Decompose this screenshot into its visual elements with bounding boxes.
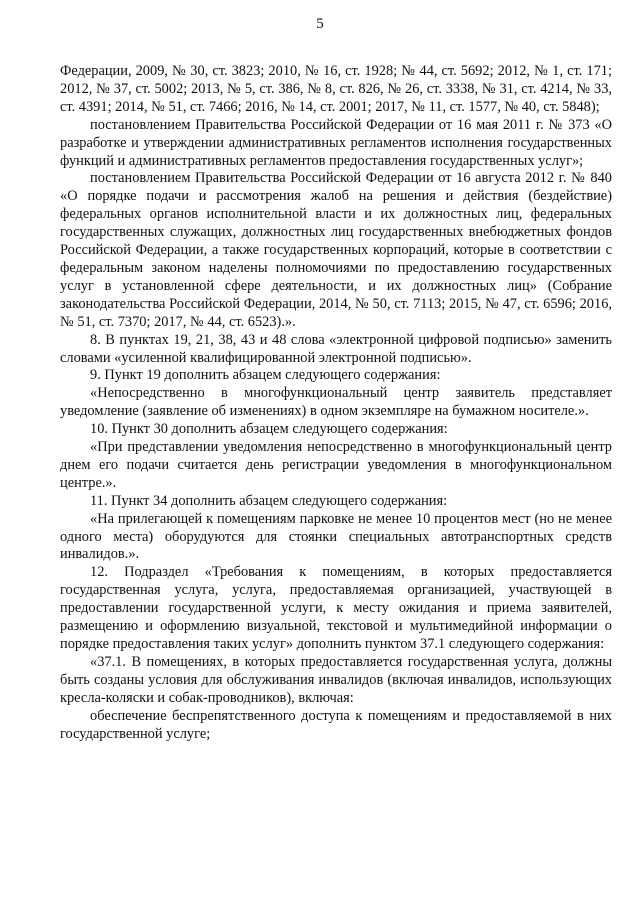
paragraph-continuation: Федерации, 2009, № 30, ст. 3823; 2010, № 16, ст. 1928; № 44, ст. 5692; 2012, № 1, ст. 171; 2012, № 37, ст. 5002; 2013, № 5, ст. 386, № 8, ст. 826, № 26, ст. 3338, № 31, ст. 4214, № 33, ст. 4391; 2014, № 51, ст. 7466; 2016, № 14, ст. 2001; 2017, № 11, ст. 1577, № 40, ст. 5848); xyxy=(60,63,612,115)
paragraph-item-11: 11. Пункт 34 дополнить абзацем следующего содержания: xyxy=(90,492,448,509)
paragraph-item-12: 12. Подраздел «Требования к помещениям, в которых предоставляется государственная услуга, услуга, предоставляемая организацией, участвующей в предоставлении государственной услуги, к месту ожидания и приема заявителей, размещению и оформлению визуальной, текстовой и мультимедийной информации о порядке предоставления таких услуг» дополнить пунктом 37.1 следующего содержания: xyxy=(60,564,612,652)
paragraph-decree-373: постановлением Правительства Российской Федерации от 16 мая 2011 г. № 373 «О разработке и утверждении административных регламентов исполнения государственных функций и административных регламентов предоставления государственных услуг»; xyxy=(60,116,612,169)
document-body xyxy=(60,63,612,743)
paragraph-item-9-quote: «Непосредственно в многофункциональный центр заявитель представляет уведомление (заявление об изменениях) в одном экземпляре на бумажном носителе.». xyxy=(60,385,612,420)
paragraph-item-9: 9. Пункт 19 дополнить абзацем следующего содержания: xyxy=(90,367,441,384)
page-number: 5 xyxy=(316,16,324,32)
paragraph-access-provision: обеспечение беспрепятственного доступа к помещениям и предоставляемой в них государственной услуге; xyxy=(60,707,612,742)
paragraph-item-11-quote: «На прилегающей к помещениям парковке не менее 10 процентов мест (но не менее одного места) оборудуются для стоянки специальных автотранспортных средств инвалидов.». xyxy=(60,510,612,563)
paragraph-decree-840: постановлением Правительства Российской Федерации от 16 августа 2012 г. № 840 «О порядке подачи и рассмотрения жалоб на решения и действия (бездействие) федеральных органов исполнительной власти и их должностных лиц, федеральных государственных служащих, должностных лиц государственных внебюджетных фондов Российской Федерации, а также государственных корпораций, которые в соответствии с федеральным законом наделены полномочиями по предоставлению государственных услуг в установленной сфере деятельности, и их должностных лиц» (Собрание законодательства Российской Федерации, 2014, № 50, ст. 7113; 2015, № 47, ст. 6596; 2016, № 51, ст. 7370; 2017, № 44, ст. 6523).». xyxy=(60,170,612,330)
paragraph-item-10: 10. Пункт 30 дополнить абзацем следующего содержания: xyxy=(90,421,448,438)
paragraph-item-10-quote: «При представлении уведомления непосредственно в многофункциональный центр днем его подачи считается день регистрации уведомления в многофункциональном центре.». xyxy=(60,439,612,491)
paragraph-item-37-1: «37.1. В помещениях, в которых предоставляется государственная услуга, должны быть созданы условия для обслуживания инвалидов (включая инвалидов, использующих кресла-коляски и собак-проводников), включая: xyxy=(60,653,612,706)
paragraph-item-8: 8. В пунктах 19, 21, 38, 43 и 48 слова «электронной цифровой подписью» заменить словами «усиленной квалифицированной электронной подписью». xyxy=(60,331,612,366)
